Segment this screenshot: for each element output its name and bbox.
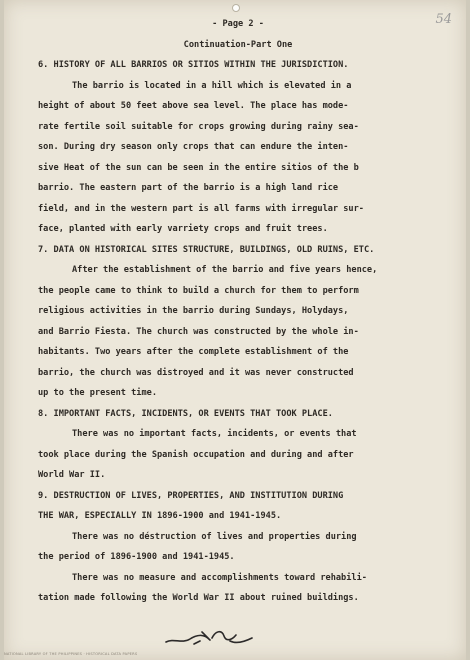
section-7-line: After the establishment of the barrio and five years hence, [72, 265, 378, 275]
section-10-line: tation made following the World War II about ruined buildings. [38, 593, 359, 603]
section-7-line: habitants. Two years after the complete establishment of the [38, 347, 349, 357]
page-header: - Page 2 - [212, 19, 264, 29]
section-7-heading: 7. DATA ON HISTORICAL SITES STRUCTURE, BUILDINGS, OLD RUINS, ETC. [38, 244, 375, 255]
section-6-line: rate fertile soil suitable for crops growing during rainy sea- [38, 121, 359, 132]
section-6-line: field, and in the western part is all farms with irregular sur- [38, 203, 364, 214]
section-7-line: barrio, the church was distroyed and it was never constructed [38, 367, 354, 378]
section-6-line: height of about 50 feet above sea level. The place has mode- [38, 101, 349, 111]
punch-hole [232, 4, 240, 12]
section-6-line: sive Heat of the sun can be seen in the entire sitios of the b [38, 162, 359, 173]
section-6-heading: 6. HISTORY OF ALL BARRIOS OR SITIOS WITHIN THE JURISDICTION. [38, 60, 349, 70]
section-9-heading-continued: THE WAR, ESPECIALLY IN 1896-1900 and 1941-1945. [38, 511, 282, 521]
section-8-line: There was no important facts, incidents, or events that [72, 429, 357, 439]
section-7-line: the people came to think to build a church for them to perform [38, 285, 359, 296]
section-7-line: up to the present time. [38, 388, 157, 398]
section-6-line: son. During dry season only crops that can endure the inten- [38, 142, 349, 152]
signature-scribble [164, 626, 264, 650]
section-8-line: took place during the Spanish occupation and during and after [38, 449, 354, 460]
page-subtitle: Continuation-Part One [183, 39, 293, 50]
section-10-line: There was no measure and accomplishments toward rehabili- [72, 572, 367, 583]
handwritten-page-number: 54 [435, 12, 452, 27]
document-body [38, 14, 438, 609]
section-9-line: the period of 1896-1900 and 1941-1945. [38, 552, 235, 562]
section-6-line: face, planted with early varriety crops and fruit trees. [38, 224, 328, 234]
section-8-line: World War II. [38, 470, 106, 480]
section-6-line: barrio. The eastern part of the barrio is a high land rice [38, 183, 339, 193]
section-9-heading: 9. DESTRUCTION OF LIVES, PROPERTIES, AND INSTITUTION DURING [38, 490, 344, 501]
section-8-heading: 8. IMPORTANT FACTS, INCIDENTS, OR EVENTS THAT TOOK PLACE. [38, 408, 333, 419]
section-7-line: religious activities in the barrio during Sundays, Holydays, [38, 306, 349, 316]
section-9-line: There was no déstruction of lives and properties during [72, 531, 357, 542]
archive-footer: NATIONAL LIBRARY OF THE PHILIPPINES · HISTORICAL DATA PAPERS [4, 652, 138, 656]
section-7-line: and Barrio Fiesta. The church was constructed by the whole in- [38, 326, 359, 337]
section-6-line: The barrio is located in a hill which is elevated in a [72, 80, 352, 91]
